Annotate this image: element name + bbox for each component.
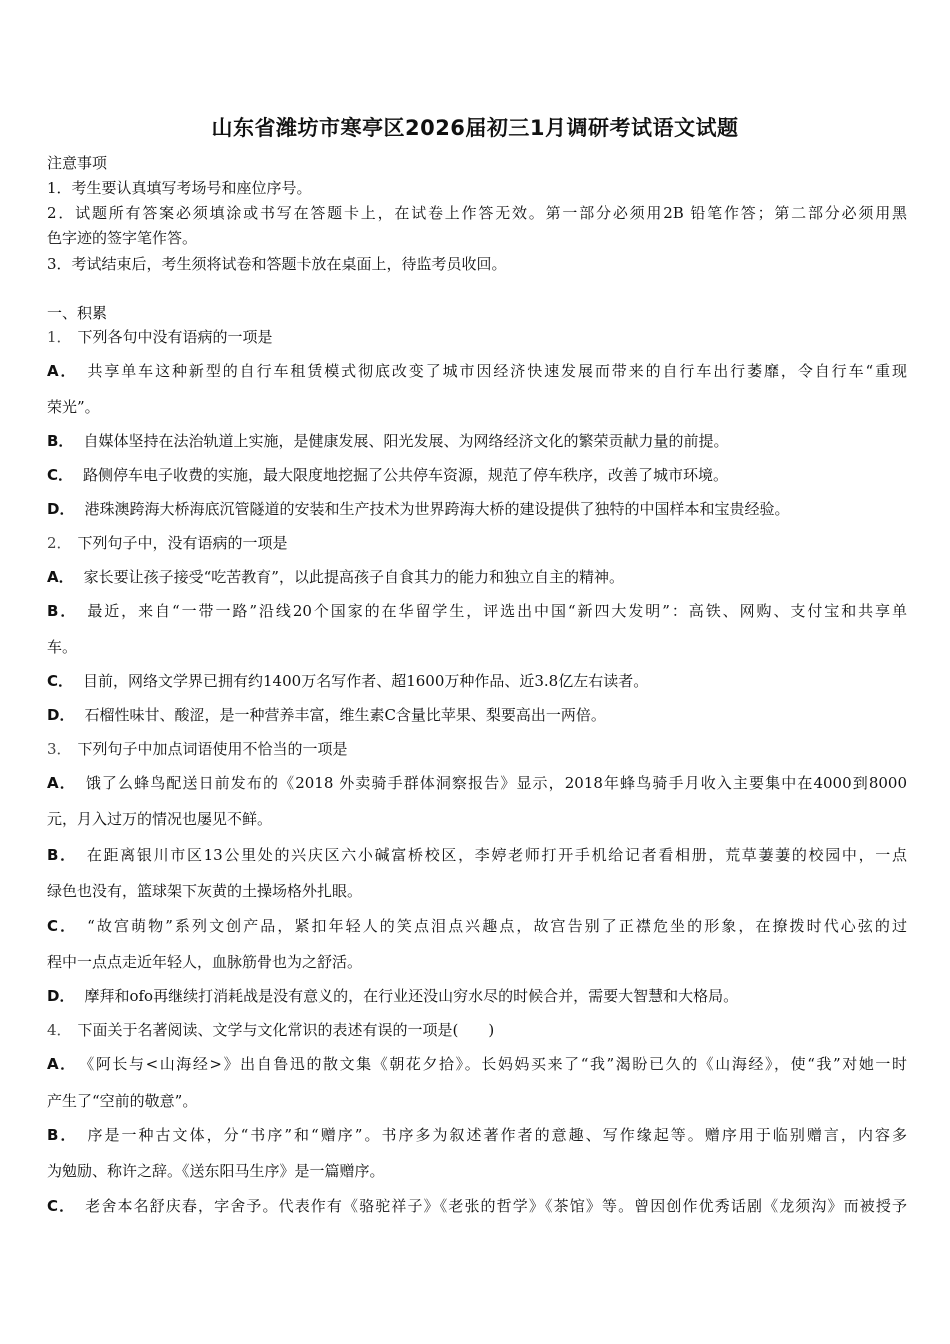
option-line <box>47 567 907 587</box>
option-label: D． <box>47 706 75 724</box>
option-text: 最近，来自“一带一路”沿线20个国家的在华留学生，评选出中国“新四大发明”：高铁、网购、支付宝和共享单 <box>87 602 908 620</box>
option-line <box>47 916 907 936</box>
option-text: 港珠澳跨海大桥海底沉管隧道的安装和生产技术为世界跨海大桥的建设提供了独特的中国样本和宝贵经验。 <box>84 500 790 518</box>
option-continuation: 程中一点点走近年轻人，血脉筋骨也为之舒活。 <box>47 953 363 971</box>
note-item: 1．考生要认真填写考场号和座位序号。 <box>47 179 312 197</box>
question-stem <box>47 739 907 759</box>
option-text: 序是一种古文体，分“书序”和“赠序”。书序多为叙述著作者的意趣、写作缘起等。赠序用于临别赠言，内容多 <box>87 1126 907 1144</box>
option-continuation: 元，月入过万的情况也屡见不鲜。 <box>47 810 273 828</box>
option-text: 摩拜和ofo再继续打消耗战是没有意义的，在行业还没山穷水尽的时候合并，需要大智慧和大格局。 <box>84 987 739 1005</box>
option-line <box>47 845 907 865</box>
option-label: A． <box>47 568 74 586</box>
option-line <box>47 361 907 381</box>
option-line <box>47 773 907 793</box>
option-text: 路侧停车电子收费的实施，最大限度地挖掘了公共停车资源，规范了停车秩序，改善了城市环境。 <box>83 466 729 484</box>
question-number: 1． <box>47 328 72 346</box>
option-line <box>47 431 907 451</box>
option-text: “故宫萌物”系列文创产品，紧扣年轻人的笑点泪点兴趣点，故宫告别了正襟危坐的形象，在撩拨时代心弦的过 <box>87 917 907 935</box>
question-text: 下面关于名著阅读、文学与文化常识的表述有误的一项是( ) <box>77 1021 495 1039</box>
option-line <box>47 465 907 485</box>
option-line <box>47 1196 907 1216</box>
option-label: C． <box>47 917 78 935</box>
option-text: 目前，网络文学界已拥有约1400万名写作者、超1600万种作品、近3.8亿左右读者。 <box>83 672 649 690</box>
notes-heading: 注意事项 <box>47 154 108 172</box>
option-line <box>47 499 907 519</box>
option-line <box>47 705 907 725</box>
option-label: B． <box>47 602 78 620</box>
option-line <box>47 671 907 691</box>
question-text: 下列句子中加点词语使用不恰当的一项是 <box>77 740 348 758</box>
option-label: C． <box>47 466 74 484</box>
option-line <box>47 601 907 621</box>
question-stem <box>47 1020 907 1040</box>
option-text: 石榴性味甘、酸涩，是一种营养丰富，维生素C含量比苹果、梨要高出一两倍。 <box>84 706 606 724</box>
option-label: A． <box>47 1055 77 1073</box>
option-continuation: 产生了“空前的敬意”。 <box>47 1092 198 1110</box>
note-item: 3．考试结束后，考生须将试卷和答题卡放在桌面上，待监考员收回。 <box>47 255 507 273</box>
option-text: 家长要让孩子接受“吃苦教育”，以此提高孩子自食其力的能力和独立自主的精神。 <box>83 568 624 586</box>
question-text: 下列句子中，没有语病的一项是 <box>77 534 288 552</box>
section-heading: 一、积累 <box>47 304 108 322</box>
option-text: 共享单车这种新型的自行车租赁模式彻底改变了城市因经济快速发展而带来的自行车出行萎靡，令自行车“重现 <box>87 362 907 380</box>
option-line <box>47 1054 907 1074</box>
option-label: A． <box>47 362 78 380</box>
question-number: 3． <box>47 740 72 758</box>
option-text: 《阿长与<山海经>》出自鲁迅的散文集《朝花夕拾》。长妈妈买来了“我”渴盼已久的《山海经》，使“我”对她一时 <box>86 1055 907 1073</box>
option-text: 老舍本名舒庆春，字舍予。代表作有《骆驼祥子》《老张的哲学》《茶馆》等。曾因创作优秀话剧《龙须沟》而被授予 <box>85 1197 907 1215</box>
option-label: C． <box>47 672 74 690</box>
question-stem <box>47 327 907 347</box>
option-continuation: 荣光”。 <box>47 398 100 416</box>
option-continuation: 为勉励、称许之辞。《送东阳马生序》是一篇赠序。 <box>47 1162 385 1180</box>
option-text: 饿了么蜂鸟配送日前发布的《2018 外卖骑手群体洞察报告》显示，2018年蜂鸟骑手月收入主要集中在4000到8000 <box>85 774 908 792</box>
option-line <box>47 986 907 1006</box>
page-title: 山东省潍坊市寒亭区2026届初三1月调研考试语文试题 <box>211 116 739 140</box>
note-item: 色字迹的签字笔作答。 <box>47 229 198 247</box>
note-item: 2．试题所有答案必须填涂或书写在答题卡上，在试卷上作答无效。第一部分必须用2B 铅笔作答；第二部分必须用黑 <box>47 204 907 222</box>
option-text: 自媒体坚持在法治轨道上实施，是健康发展、阳光发展、为网络经济文化的繁荣贡献力量的前提。 <box>83 432 729 450</box>
option-label: C． <box>47 1197 76 1215</box>
option-label: B． <box>47 1126 78 1144</box>
question-stem <box>47 533 907 553</box>
option-continuation: 车。 <box>47 638 78 656</box>
question-number: 4． <box>47 1021 72 1039</box>
option-label: B． <box>47 846 77 864</box>
option-line <box>47 1125 907 1145</box>
option-continuation: 绿色也没有，篮球架下灰黄的土操场格外扎眼。 <box>47 882 363 900</box>
option-label: A． <box>47 774 76 792</box>
option-label: B． <box>47 432 74 450</box>
question-number: 2． <box>47 534 72 552</box>
option-label: D． <box>47 500 75 518</box>
option-label: D． <box>47 987 75 1005</box>
option-text: 在距离银川市区13公里处的兴庆区六小碱富桥校区，李婷老师打开手机给记者看相册，荒草萋萋的校园中，一点 <box>86 846 907 864</box>
question-text: 下列各句中没有语病的一项是 <box>77 328 273 346</box>
